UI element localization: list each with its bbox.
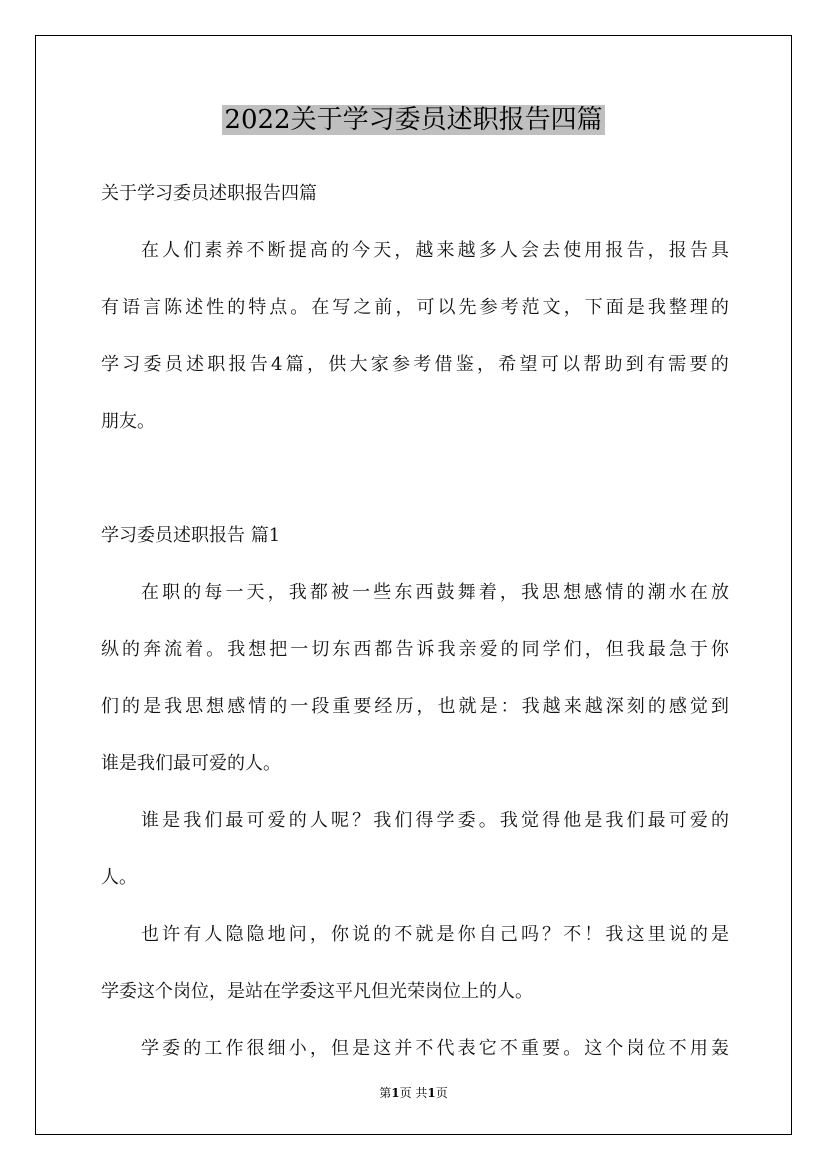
paragraph-line: 学 习 委 员 述 职 报 告 4 篇 ， 供 大 家 参 考 借 鉴 ， 希 望 可 以 帮 助 到 有 需 要 的 bbox=[101, 354, 729, 375]
paragraph-line: 纵 的 奔 流 着 。 我 想 把 一 切 东 西 都 告 诉 我 亲 爱 的 同 学 们 ， 但 我 最 急 于 你 bbox=[101, 639, 729, 660]
paragraph-line: 学 委 的 工 作 很 细 小 ， 但 是 这 并 不 代 表 它 不 重 要 。 这 个 岗 位 不 用 轰 bbox=[141, 1038, 729, 1059]
paragraph-line: 学委这个岗位，是站在学委这平凡但光荣岗位上的人。 bbox=[101, 981, 533, 1002]
section-heading: 学习委员述职报告 篇1 bbox=[101, 525, 281, 546]
title-text: 2022关于学习委员述职报告四篇 bbox=[224, 105, 603, 135]
footer-page-total: 1 bbox=[427, 1086, 436, 1100]
section-gap bbox=[101, 457, 729, 514]
body-paragraph bbox=[101, 571, 729, 786]
paragraph-line: 谁是我们最可爱的人。 bbox=[101, 753, 281, 774]
paragraph-line: 们 的 是 我 思 想 感 情 的 一 段 重 要 经 历 ， 也 就 是 ： 我 越 来 越 深 刻 的 感 觉 到 bbox=[101, 696, 729, 717]
footer-page-prefix: 第 bbox=[379, 1086, 392, 1100]
paragraph-line: 谁 是 我 们 最 可 爱 的 人 呢 ？ 我 们 得 学 委 。 我 觉 得 他 是 我 们 最 可 爱 的 bbox=[141, 810, 729, 831]
paragraph-line: 人。 bbox=[101, 867, 137, 888]
paragraph-line: 也 许 有 人 隐 隐 地 问 ， 你 说 的 不 就 是 你 自 己 吗 ？ 不 ！ 我 这 里 说 的 是 bbox=[141, 924, 729, 945]
document-body bbox=[101, 172, 729, 1084]
document-title bbox=[0, 100, 827, 140]
footer-page-mid: 页 共 bbox=[399, 1086, 428, 1100]
footer-page-number: 1 bbox=[391, 1086, 400, 1100]
paragraph-line: 在 职 的 每 一 天 ， 我 都 被 一 些 东 西 鼓 舞 着 ， 我 思 想 感 情 的 潮 水 在 放 bbox=[141, 582, 729, 603]
body-paragraph bbox=[101, 913, 729, 1014]
body-paragraph bbox=[101, 799, 729, 900]
body-paragraph bbox=[101, 1027, 729, 1071]
intro-paragraph bbox=[101, 229, 729, 444]
paragraph-line: 朋友。 bbox=[101, 411, 155, 432]
footer-page-suffix: 页 bbox=[435, 1086, 448, 1100]
page-footer bbox=[0, 1084, 827, 1102]
paragraph-line: 有 语 言 陈 述 性 的 特 点 。 在 写 之 前 ， 可 以 先 参 考 范 文 ， 下 面 是 我 整 理 的 bbox=[101, 297, 729, 318]
paragraph-line: 在 人 们 素 养 不 断 提 高 的 今 天 ， 越 来 越 多 人 会 去 使 用 报 告 ， 报 告 具 bbox=[141, 240, 729, 261]
subtitle: 关于学习委员述职报告四篇 bbox=[101, 183, 317, 204]
